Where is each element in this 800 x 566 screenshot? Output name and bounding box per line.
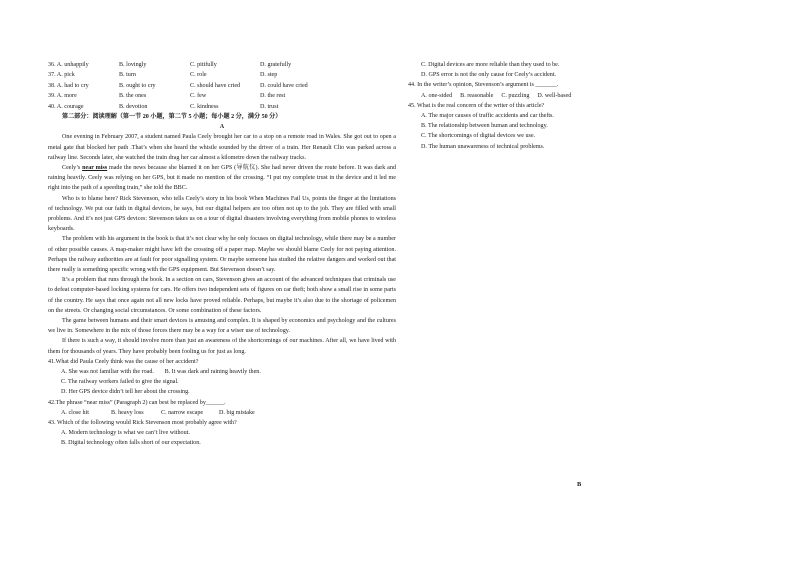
answer-option: C. narrow escape	[161, 409, 204, 416]
option-cell: B. ought to cry	[119, 82, 156, 89]
option-cell: D. gratefully	[260, 62, 292, 68]
passage-letter: A	[219, 124, 225, 131]
options-row-37	[48, 70, 396, 80]
answer-option: A. close hit	[61, 409, 89, 416]
paragraph-2-lead: Ceely’s	[62, 164, 83, 171]
question-42	[48, 398, 396, 418]
answer-option: B. The relationship between human and technology.	[421, 123, 548, 130]
option-cell: C. should have cried	[190, 82, 241, 89]
left-column	[48, 60, 396, 449]
option-cell: 38. A. had to cry	[48, 82, 89, 89]
options-row-36	[48, 60, 396, 70]
answer-option: A. Modern technology is what we can’t live without.	[61, 430, 190, 437]
options-row-38	[48, 81, 396, 91]
paragraph-2-rest: made the news because she blamed it on her GPS (导航仪). She had never driven the route before. It was dark and raining heavily. Ceely was relying on her GPS, but it made no mention of the crossing. “I put my complete trust in the device and it led me right into the path of a speeding train,” she told the BBC.	[48, 164, 396, 192]
near-miss-underlined: near miss	[82, 164, 108, 171]
paragraph-3: Who is to blame here? Rick Stevenson, who tells Ceely’s story in his book When Machines Fail Us, points the finger at the limitations of technology. We put our faith in digital devices, he says, but our digital helpers are too often not up to the job. They are filled with small problems. And it’s not just GPS devices: Stevenson takes us on a tour of digital disasters involving everything from mobile phones to wireless keyboards.	[48, 195, 396, 233]
paragraph-1: One evening in February 2007, a student named Paula Ceely brought her car to a stop on a remote road in Wales. She got out to open a metal gate that blocked her path .That’s when she heard the whistle sounded by the driver of a train. Her Renault Clio was parked across a railway line. Seconds later, she watched the train drag her car almost a kilometre down the railway tracks.	[48, 134, 396, 161]
option-cell: B. turn	[119, 72, 136, 79]
answer-option: B. Digital technology often falls short of our expectation.	[61, 440, 201, 447]
option-cell: D. the rest	[260, 93, 286, 100]
option-cell: B. devotion	[119, 103, 148, 110]
answer-option: C. Digital devices are more reliable than they used to be.	[421, 62, 560, 68]
answer-option: C. puzzling	[501, 92, 530, 99]
paragraph-6: The game between humans and their smart devices is amusing and complex. It is shaped by economics and psychology and the cultures we live in. Somewhere in the mix of those forces there may be a way for a wiser use of technology.	[48, 318, 396, 335]
option-cell: C. kindness	[190, 103, 219, 110]
question-41	[48, 357, 396, 398]
answer-option: D. Her GPS device didn’t tell her about the crossing.	[61, 389, 190, 396]
answer-option: C. The railway workers failed to give the signal.	[61, 379, 179, 386]
option-cell: D. step	[260, 72, 278, 79]
passage-b-label: B	[577, 481, 582, 488]
question-stem: 44. In the writer’s opinion, Stevenson’s argument is _______.	[408, 82, 559, 89]
option-cell: B. the ones	[119, 93, 147, 100]
answer-option: D. GPS error is not the only cause for Ceely’s accident.	[421, 72, 557, 79]
option-cell: D. could have cried	[260, 82, 308, 89]
option-cell: 36. A. unhappily	[48, 62, 89, 68]
answer-option: A. She was not familiar with the road. B. It was dark and raining heavily then.	[61, 369, 261, 376]
option-cell: D. trust	[260, 103, 279, 110]
question-stem: 45. What is the real concern of the writer of this article?	[408, 102, 545, 109]
paragraph-4: The problem with his argument in the book is that it’s not clear why he only focuses on digital technology, while there may be a number of other possible causes. A map-maker might have left the crossing off a paper map. Maybe we should blame Ceely for not paying attention. Perhaps the railway authorities are at fault for poor signalling system. Or maybe someone has studied the relative dangers and worked out that there really is something specific wrong with the GPS equipment. But Stevenson doesn’t say.	[48, 236, 396, 273]
answer-options-row	[61, 408, 396, 418]
question-45	[408, 101, 758, 152]
right-column	[408, 60, 758, 152]
answer-option: D. big mistake	[219, 409, 255, 416]
answer-option: A. The major causes of traffic accidents and car thefts.	[421, 113, 554, 120]
question-stem: 43. Which of the following would Rick Stevenson most probably agree with?	[48, 420, 237, 427]
question-44	[408, 80, 758, 100]
option-cell: 39. A. more	[48, 93, 77, 100]
option-cell: 37. A. pick	[48, 72, 75, 79]
option-cell: 40. A. courage	[48, 103, 84, 110]
paragraph-2	[48, 163, 396, 194]
paragraph-5: It’s a problem that runs through the book. In a section on cars, Stevenson gives an account of the advanced techniques that criminals use to defeat computer-based locking systems for cars. He offers two independent sets of figures on car theft; both show a small rise in some parts of the country. He says that once again not all new locks have proved reliable. Perhaps, but maybe it’s also due to the shortage of policemen on the streets. Or changing social circumstances. Or some combination of these factors.	[48, 277, 396, 314]
question-stem: 41.What did Paula Ceely think was the cause of her accident?	[48, 358, 199, 365]
answer-option: A. one-sided	[421, 92, 453, 99]
options-row-40	[48, 102, 396, 112]
question-stem: 42.The phrase “near miss” (Paragraph 2) can best be replaced by______.	[48, 399, 226, 406]
question-43	[48, 418, 396, 449]
answer-option: D. The human unawareness of technical problems.	[421, 143, 545, 150]
answer-option: B. reasonable	[460, 92, 494, 99]
answer-options-row	[421, 91, 758, 101]
option-cell: C. few	[190, 93, 207, 100]
cloze-options-table	[48, 60, 396, 112]
answer-option: D. well-based	[537, 92, 572, 99]
option-cell: C. pitifully	[190, 62, 217, 68]
answer-option: B. heavy loss	[111, 409, 144, 416]
option-cell: B. lovingly	[119, 62, 147, 68]
section-heading: 第二部分：阅读理解（第一节 20 小题，第二节 5 小题；每小题 2 分，满分 50 分）	[62, 113, 282, 120]
paragraph-7: If there is such a way, it should involve more than just an awareness of the shortcomings of our machines. After all, we have lived with them for thousands of years. They have probably been fooling us for just as long.	[48, 338, 396, 355]
option-cell: C. role	[190, 72, 207, 79]
options-row-39	[48, 91, 396, 101]
answer-option: C. The shortcomings of digital devices we use.	[421, 133, 536, 140]
